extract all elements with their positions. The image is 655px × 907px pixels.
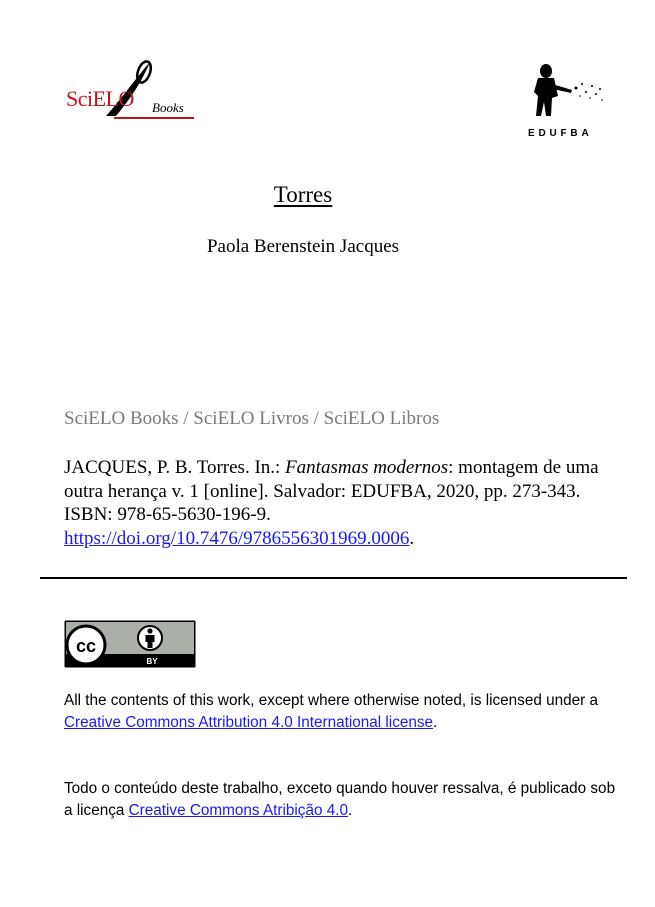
cc-attribution-license-link[interactable]: Creative Commons Attribution 4.0 International license xyxy=(64,714,434,731)
citation-block xyxy=(64,456,604,550)
scielo-logo-books: Books xyxy=(152,100,184,115)
document-title: Torres xyxy=(273,182,333,207)
citation-suffix: : montagem de uma outra herança v. 1 [online]. Salvador: EDUFBA, 2020, pp. 273-343. ISBN: 978-65-5630-196-9. xyxy=(64,457,599,525)
series-line: SciELO Books / SciELO Livros / SciELO Libros xyxy=(64,408,440,429)
divider xyxy=(40,577,627,579)
citation-prefix: JACQUES, P. B. Torres. In.: xyxy=(64,457,286,478)
cc-by-badge-icon xyxy=(64,620,196,668)
scielo-logo-underline xyxy=(114,117,194,119)
cc-atribuicao-license-link[interactable]: Creative Commons Atribição 4.0 xyxy=(128,802,348,819)
license-pt-prefix: Todo o conteúdo deste trabalho, exceto quando houver ressalva, é publicado sob a licença xyxy=(64,780,616,819)
license-en-end: . xyxy=(433,714,438,731)
edufba-logo xyxy=(520,62,612,142)
scielo-logo-text: SciELO xyxy=(66,86,134,111)
license-en-prefix: All the contents of this work, except where otherwise noted, is licensed under a xyxy=(64,692,598,709)
scielo-books-logo xyxy=(66,58,206,126)
citation-end: . xyxy=(409,527,415,549)
cc-by-badge[interactable] xyxy=(64,620,196,668)
cc-badge-text: cc xyxy=(75,636,97,656)
edufba-figure-icon xyxy=(526,62,606,124)
citation-book-title: Fantasmas modernos xyxy=(285,457,449,478)
doi-link[interactable]: https://doi.org/10.7476/9786556301969.0006 xyxy=(64,527,410,549)
license-pt-end: . xyxy=(347,802,353,819)
license-text-en xyxy=(64,690,604,734)
license-text-pt xyxy=(64,778,624,822)
document-author: Paola Berenstein Jacques xyxy=(206,236,400,257)
edufba-logo-label: EDUFBA xyxy=(528,128,593,139)
by-badge-text: BY xyxy=(146,657,158,666)
